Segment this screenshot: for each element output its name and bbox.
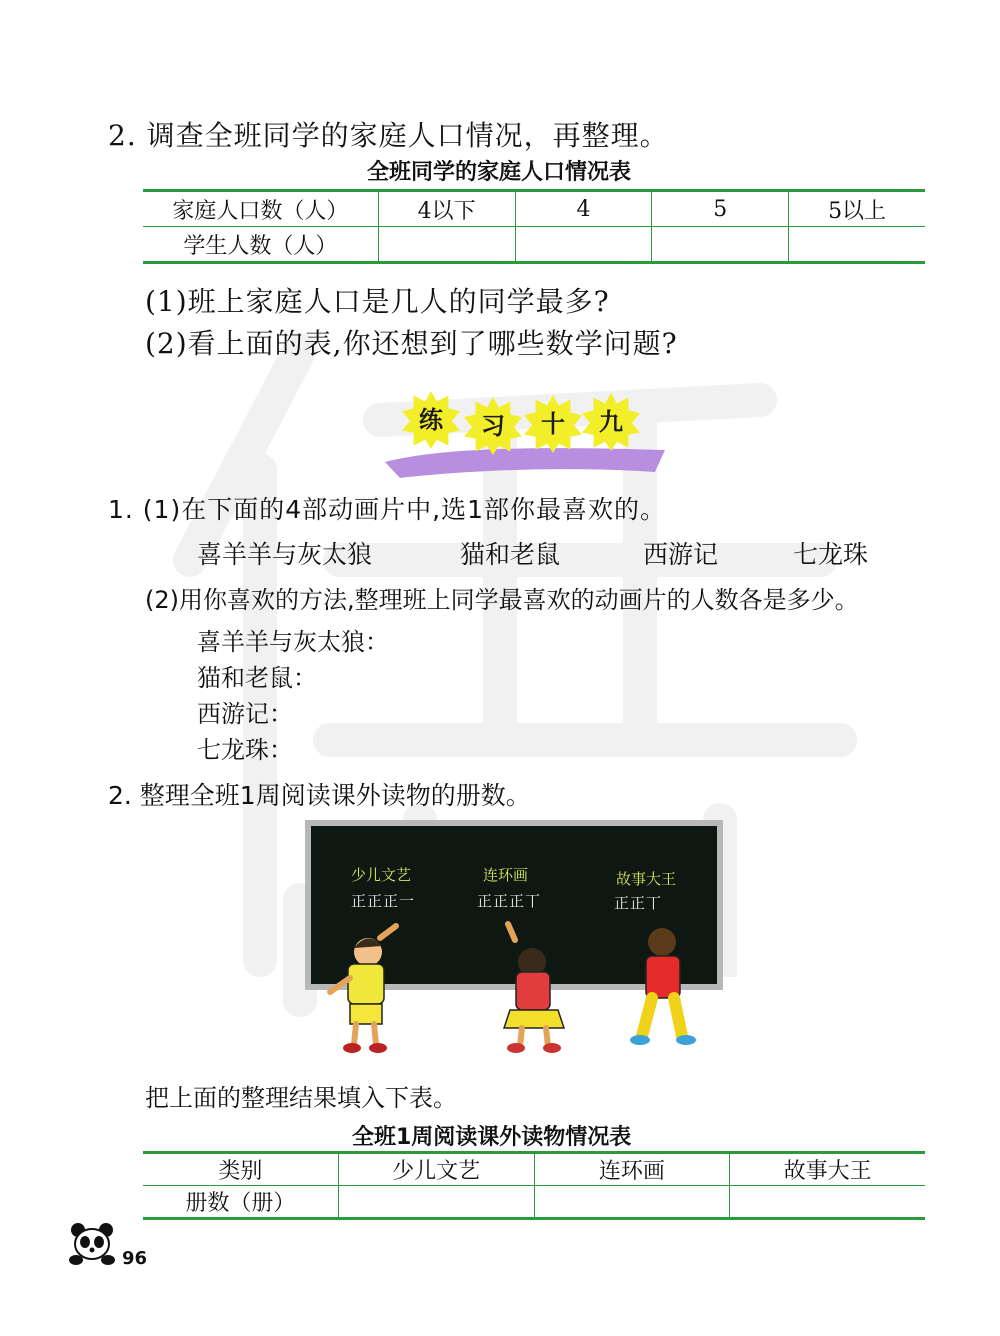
answer-line-3: 西游记： — [197, 700, 293, 728]
page-number: 96 — [122, 1248, 148, 1269]
board-tally-2: 正正正丅 — [477, 892, 542, 910]
problem-2-sub1: (1)班上家庭人口是几人的同学最多? — [145, 285, 610, 318]
answer-cell[interactable] — [730, 1186, 925, 1219]
exercise-2-stem: 2. 整理全班1周阅读课外读物的册数。 — [108, 781, 531, 810]
answer-line-1: 喜羊羊与灰太狼： — [197, 628, 389, 656]
panda-icon — [68, 1222, 116, 1266]
reading-table-header-literature: 少儿文艺 — [338, 1153, 534, 1186]
section-char-3: 十 — [541, 410, 565, 438]
board-tally-3: 正正丅 — [614, 894, 663, 912]
answer-cell[interactable] — [378, 227, 515, 263]
family-table-title: 全班同学的家庭人口情况表 — [367, 160, 632, 185]
reading-table-row-label: 册数（册） — [143, 1186, 338, 1219]
answer-cell[interactable] — [338, 1186, 534, 1219]
family-size-table — [143, 189, 925, 264]
reading-table-header-comics: 连环画 — [534, 1153, 730, 1186]
section-char-1: 练 — [419, 406, 443, 434]
answer-cell[interactable] — [515, 227, 652, 263]
reading-table — [143, 1151, 925, 1220]
section-char-2: 习 — [481, 412, 505, 440]
family-table-header-4: 4 — [515, 191, 652, 227]
problem-2-question: 2. 调查全班同学的家庭人口情况，再整理。 — [108, 119, 669, 152]
board-category-3: 故事大王 — [616, 870, 677, 888]
answer-line-4: 七龙珠： — [197, 736, 293, 764]
reading-table-title: 全班1周阅读课外读物情况表 — [352, 1125, 632, 1150]
answer-cell[interactable] — [789, 227, 925, 263]
family-table-header-under4: 4以下 — [378, 191, 515, 227]
family-table-header-over5: 5以上 — [789, 191, 925, 227]
children-illustration — [310, 920, 710, 1060]
reading-table-header-category: 类别 — [143, 1153, 338, 1186]
answer-line-2: 猫和老鼠： — [197, 664, 317, 692]
board-tally-1: 正正正一 — [351, 892, 416, 910]
section-char-4: 九 — [599, 408, 623, 436]
exercise-1-sub2: (2)用你喜欢的方法,整理班上同学最喜欢的动画片的人数各是多少。 — [145, 586, 859, 614]
board-category-2: 连环画 — [483, 866, 529, 884]
board-category-1: 少儿文艺 — [351, 866, 412, 884]
exercise-1-stem: 1. (1)在下面的4部动画片中,选1部你最喜欢的。 — [108, 495, 666, 524]
cartoon-option-1: 喜羊羊与灰太狼 — [197, 540, 373, 569]
answer-cell[interactable] — [652, 227, 789, 263]
exercise-2-instruction: 把上面的整理结果填入下表。 — [145, 1084, 457, 1112]
cartoon-option-2: 猫和老鼠 — [460, 540, 561, 569]
problem-2-sub2: (2)看上面的表,你还想到了哪些数学问题? — [145, 327, 678, 360]
reading-table-header-stories: 故事大王 — [730, 1153, 925, 1186]
answer-cell[interactable] — [534, 1186, 730, 1219]
cartoon-option-3: 西游记 — [643, 540, 719, 569]
family-table-header-label: 家庭人口数（人） — [143, 191, 378, 227]
cartoon-option-4: 七龙珠 — [793, 540, 869, 569]
family-table-header-5: 5 — [652, 191, 789, 227]
family-table-row-label: 学生人数（人） — [143, 227, 378, 263]
